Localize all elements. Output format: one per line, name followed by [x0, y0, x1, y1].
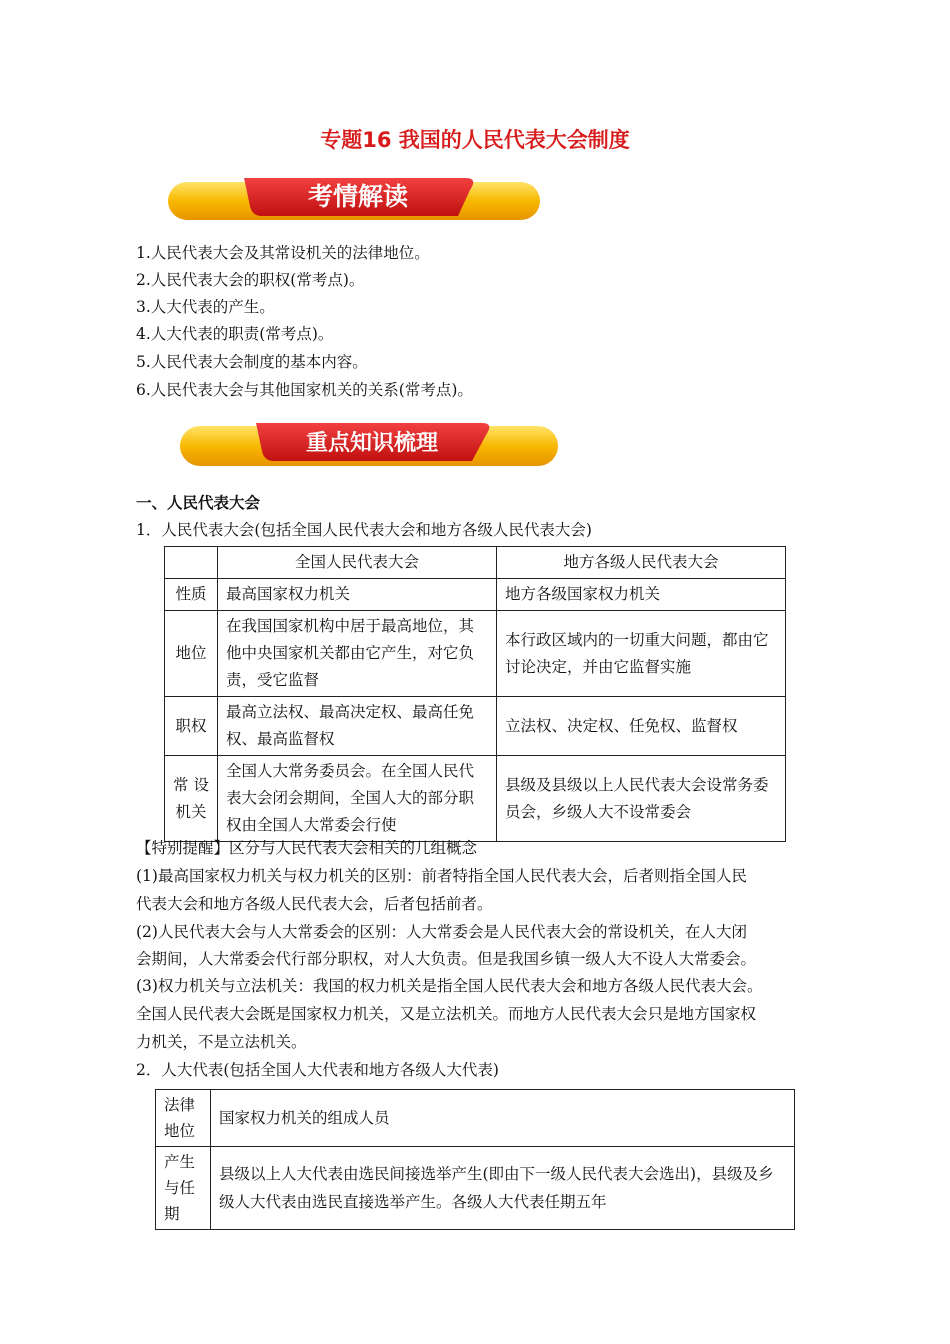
content-cell: 县级以上人大代表由选民间接选举产生(即由下一级人民代表大会选出)，县级及乡级人大代表由选民直接选举产生。各级人大代表任期五年: [211, 1147, 795, 1230]
section-heading: 一、人民代表大会: [136, 494, 261, 512]
reminder-line: 全国人民代表大会既是国家权力机关，又是立法机关。而地方人民代表大会只是地方国家权: [136, 1005, 757, 1023]
section-item-2: 2．人大代表(包括全国人大代表和地方各级人大代表): [136, 1061, 499, 1079]
point-6: 6.人民代表大会与其他国家机关的关系(常考点)。: [136, 381, 473, 399]
table-header-cell: 全国人民代表大会: [218, 547, 497, 579]
row-label: 常 设机关: [165, 756, 218, 842]
local-cell: 本行政区域内的一切重大问题，都由它讨论决定，并由它监督实施: [497, 611, 786, 697]
deputy-table: [155, 1089, 795, 1230]
reminder-line: 会期间，人大常委会代行部分职权，对人大负责。但是我国乡镇一级人大不设人大常委会。: [136, 950, 757, 968]
table-row: [156, 1147, 795, 1230]
content-cell: 国家权力机关的组成人员: [211, 1090, 795, 1147]
point-4: 4.人大代表的职责(常考点)。: [136, 325, 334, 343]
page-title: 专题16 我国的人民代表大会制度: [320, 128, 630, 152]
local-cell: 地方各级国家权力机关: [497, 579, 786, 611]
row-label: 产生与任期: [156, 1147, 211, 1230]
banner-kaoqing-shape: [166, 176, 542, 222]
row-label: 地位: [165, 611, 218, 697]
table-row: [165, 697, 786, 756]
local-cell: 县级及县级以上人民代表大会设常务委员会，乡级人大不设常委会: [497, 756, 786, 842]
row-label: 性质: [165, 579, 218, 611]
national-cell: 在我国国家机构中居于最高地位，其他中央国家机关都由它产生，对它负责，受它监督: [218, 611, 497, 697]
section-item-1: 1．人民代表大会(包括全国人民代表大会和地方各级人民代表大会): [136, 521, 592, 539]
banner-kaoqing-text: 考情解读: [307, 182, 409, 211]
table-row: [165, 611, 786, 697]
banner-kaoqing: [166, 176, 542, 222]
point-1: 1.人民代表大会及其常设机关的法律地位。: [136, 244, 430, 262]
table-row: [165, 756, 786, 842]
table-row: [165, 579, 786, 611]
banner-zhongdian-shape: [178, 420, 560, 468]
reminder-line: (1)最高国家权力机关与权力机关的区别：前者特指全国人民代表大会，后者则指全国人民: [136, 867, 747, 885]
npc-comparison-table: [164, 546, 786, 842]
national-cell: 最高立法权、最高决定权、最高任免权、最高监督权: [218, 697, 497, 756]
table-header-cell: 地方各级人民代表大会: [497, 547, 786, 579]
reminder-line: (3)权力机关与立法机关：我国的权力机关是指全国人民代表大会和地方各级人民代表大会。: [136, 977, 763, 995]
local-cell: 立法权、决定权、任免权、监督权: [497, 697, 786, 756]
row-label: 法律地位: [156, 1090, 211, 1147]
table-row: [156, 1090, 795, 1147]
banner-zhongdian-text: 重点知识梳理: [305, 431, 439, 456]
point-3: 3.人大代表的产生。: [136, 298, 275, 316]
point-5: 5.人民代表大会制度的基本内容。: [136, 353, 368, 371]
table-header-cell: [165, 547, 218, 579]
national-cell: 全国人大常务委员会。在全国人民代表大会闭会期间，全国人大的部分职权由全国人大常委会行使: [218, 756, 497, 842]
reminder-line: 力机关，不是立法机关。: [136, 1033, 307, 1051]
point-2: 2.人民代表大会的职权(常考点)。: [136, 271, 365, 289]
reminder-line: (2)人民代表大会与人大常委会的区别：人大常委会是人民代表大会的常设机关，在人大闭: [136, 923, 747, 941]
row-label: 职权: [165, 697, 218, 756]
reminder-line: 【特别提醒】区分与人民代表大会相关的几组概念: [136, 839, 478, 857]
national-cell: 最高国家权力机关: [218, 579, 497, 611]
table-header-row: [165, 547, 786, 579]
banner-zhongdian: [178, 420, 560, 468]
reminder-line: 代表大会和地方各级人民代表大会，后者包括前者。: [136, 895, 493, 913]
